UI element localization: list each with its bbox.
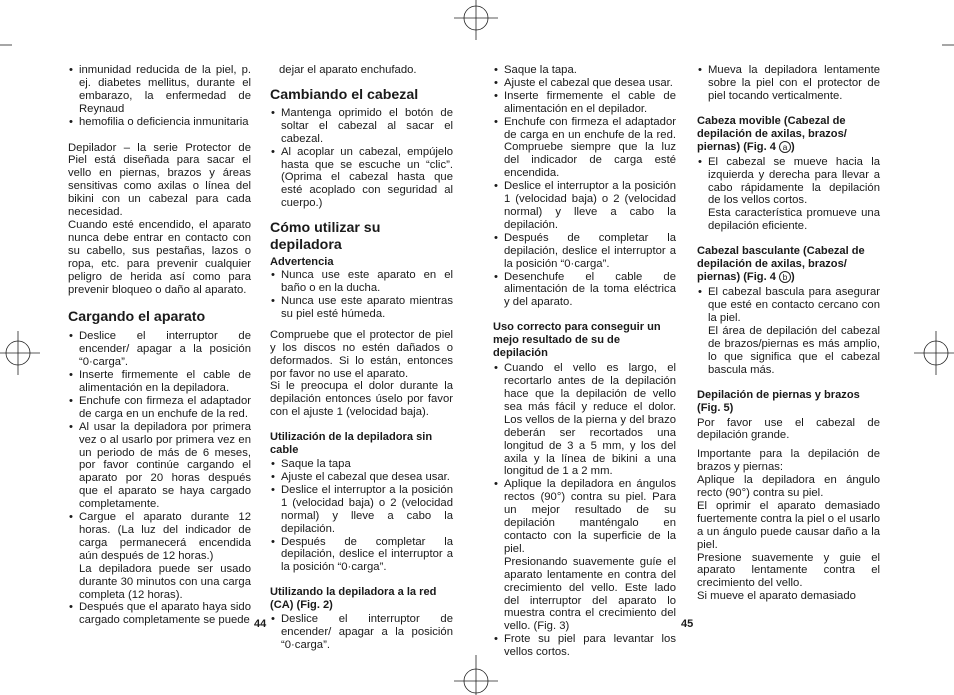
- list-item: • Deslice el interruptor a la posición 1 (velocidad baja) o 2 (velocidad normal) y lleve a cabo la depilación.: [493, 180, 676, 232]
- list-item: • Mueva la depiladora lentamente sobre la piel con el protector de piel tocando verticalmente.: [697, 64, 880, 103]
- list-item-text: El cabezal se mueve hacia la izquierda y derecha para llevar a cabo rápidamente la depilación de los vellos cortos.: [708, 155, 880, 207]
- column-4: [697, 64, 880, 603]
- registration-mark-left: [0, 325, 44, 381]
- list-item-note: La depiladora puede ser usado durante 30 minutos con una carga completa (12 horas).: [79, 562, 251, 601]
- list-item: • Enchufe con firmeza el adaptador de carga en un enchufe de la red. Compruebe siempre que la luz del indicador de carga esté encendida.: [493, 116, 676, 181]
- list-item: [697, 156, 880, 233]
- list-item: • Al acoplar un cabezal, empújelo hasta que se escuche un “clic”. (Oprima el cabezal hasta que esté acoplado con seguridad al cuerpo.): [270, 146, 453, 211]
- section-heading-charging: Cargando el aparato: [68, 309, 206, 326]
- fig-badge-a-icon: a: [779, 141, 791, 153]
- list-item: • Inserte firmemente el cable de alimentación en el depilador.: [493, 90, 676, 116]
- list-item-note: Presionando suavemente guíe el aparato lentamente en contra del crecimiento del vello. Este lado del interruptor del aparato lo muestra contra el crecimiento del vello. (Fig. 3): [504, 555, 676, 633]
- warning-list: [270, 269, 453, 321]
- charging-steps-list: [68, 330, 251, 627]
- list-item: • Deslice el interruptor de encender/ apagar a la posición “0·carga”.: [68, 330, 251, 369]
- warning-heading: Advertencia: [270, 256, 334, 269]
- list-item: [68, 511, 251, 601]
- subheading-cordless: Utilización de la depiladora sin cable: [270, 431, 433, 457]
- list-item: • Después de completar la depilación, deslice el interruptor a la posición “0·carga”.: [270, 536, 453, 575]
- list-item: • Nunca use este aparato mientras su piel esté húmeda.: [270, 295, 453, 321]
- list-item: • Deslice el interruptor a la posición 1 (velocidad baja) o 2 (velocidad normal) y lleve a cabo la depilación.: [270, 484, 453, 536]
- movable-head-list: [697, 156, 880, 233]
- paragraph: Si mueve el aparato demasiado: [697, 590, 856, 603]
- mains-steps-list: [270, 613, 453, 652]
- best-results-list: [493, 362, 676, 659]
- pivoting-head-list: [697, 286, 880, 376]
- subheading-text: Cabezal basculante (Cabezal de depilación de axilas, brazos/ piernas) (Fig. 4: [697, 245, 865, 284]
- registration-mark-bottom: [446, 655, 506, 695]
- registration-mark-right: [910, 325, 954, 381]
- subheading-pivoting-head: Cabezal basculante (Cabezal de depilación de axilas, brazos/ piernas) (Fig. 4 b ): [697, 245, 865, 284]
- paragraph: Aplique la depiladora en ángulo recto (90°) contra su piel.: [697, 474, 880, 500]
- intro-paragraph: Depilador – la serie Protector de Piel está diseñada para sacar el vello en piernas, brazos y áreas sensitivas como axilas o línea del bikini con un cabezal para cada necesidad.: [68, 141, 251, 219]
- subheading-best-results: Uso correcto para conseguir un mejo resultado de su de depilación: [493, 321, 661, 360]
- mains-steps-list-continued: [493, 64, 676, 309]
- list-item: • Desenchufe el cable de alimentación de la toma eléctrica y del aparato.: [493, 271, 676, 310]
- list-item: • Después de completar la depilación, deslice el interruptor a la posición “0·carga”.: [493, 232, 676, 271]
- list-item: • Ajuste el cabezal que desea usar.: [270, 471, 453, 484]
- pain-paragraph: Si le preocupa el dolor durante la depilación entonces úselo por favor con el ajuste 1 (velocidad baja).: [270, 380, 453, 419]
- list-item: • Ajuste el cabezal que desea usar.: [493, 77, 676, 90]
- list-item: • Inserte firmemente el cable de alimentación en la depiladora.: [68, 369, 251, 395]
- changing-head-list: [270, 107, 453, 210]
- subheading-text: Cabeza movible (Cabezal de depilación de axilas, brazos/ piernas) (Fig. 4: [697, 114, 847, 153]
- list-item-note: El área de depilación del cabezal de brazos/piernas es más amplio, lo que significa que el cabezal bascula más.: [708, 324, 880, 376]
- list-item: • Después que el aparato haya sido cargado completamente se puede: [68, 601, 251, 627]
- section-heading-how-to-use: Cómo utilizar su depiladora: [270, 220, 381, 254]
- list-item-text: Cargue el aparato durante 12 horas. (La luz del indicador de carga permanecerá encendida aún después de 12 horas.): [79, 511, 251, 562]
- list-item-text: Aplique la depiladora en ángulos rectos (90°) contra su piel. Para un mejor resultado de su depilación manténgalo en contacto con la superficie de la piel.: [504, 478, 676, 555]
- list-item: • Deslice el interruptor de encender/ apagar a la posición “0·carga”.: [270, 613, 453, 652]
- list-item: • hemofilia o deficiencia inmunitaria: [68, 116, 251, 129]
- crop-mark-top-right: [942, 0, 954, 46]
- list-item: • Mantenga oprimido el botón de soltar el cabezal al sacar el cabezal.: [270, 107, 453, 146]
- column-1: [68, 64, 251, 627]
- list-item-note: Esta característica promueve una depilación eficiente.: [708, 207, 880, 233]
- paragraph: El oprimir el aparato demasiado fuertemente contra la piel o el usarlo a un ángulo puede causar daño a la piel.: [697, 499, 880, 551]
- list-item: • Al usar la depiladora por primera vez o al usarlo por primera vez en un periodo de más de 6 meses, por favor continúe cargando el aparato por 20 horas después que el aparato se haya cargado completamente.: [68, 421, 251, 511]
- list-item: • Nunca use este aparato en el baño o en la ducha.: [270, 269, 453, 295]
- column-3: [493, 64, 676, 659]
- contraindication-list: [68, 64, 251, 129]
- column-2: [270, 64, 453, 652]
- registration-mark-top: [446, 0, 506, 44]
- subheading-movable-head: Cabeza movible (Cabezal de depilación de axilas, brazos/ piernas) (Fig. 4 a ): [697, 114, 847, 153]
- list-item-text: El cabezal bascula para asegurar que esté en contacto cercano con la piel.: [708, 286, 880, 324]
- list-item: • inmunidad reducida de la piel, p. ej. diabetes mellitus, durante el embarazo, la enfermedad de Reynaud: [68, 64, 251, 116]
- list-item: • Saque la tapa: [270, 458, 453, 471]
- movement-list: [697, 64, 880, 103]
- list-item: [697, 286, 880, 376]
- safety-paragraph: Cuando esté encendido, el aparato nunca debe entrar en contacto con su cabello, sus pestañas, lazos o ropa, etc. para prevenir cualquier peligro de herida así como para prevenir bloqueo o daño al aparato.: [68, 218, 251, 296]
- fig-badge-b-icon: b: [779, 271, 791, 283]
- cordless-steps-list: [270, 458, 453, 574]
- paragraph: Presione suavemente y guie el aparato lentamente contra el crecimiento del vello.: [697, 551, 880, 590]
- page-number-right: 45: [681, 618, 694, 630]
- crop-mark-top-left: [0, 0, 12, 46]
- paragraph: Importante para la depilación de brazos y piernas:: [697, 448, 880, 474]
- section-heading-changing-head: Cambiando el cabezal: [270, 86, 419, 103]
- list-item: [493, 478, 676, 633]
- subheading-mains: Utilizando la depiladora a la red (CA) (Fig. 2): [270, 586, 437, 612]
- list-item: • Frote su piel para levantar los vellos cortos.: [493, 633, 676, 659]
- list-item: • Saque la tapa.: [493, 64, 676, 77]
- page-number-left: 44: [254, 618, 267, 630]
- continued-text: dejar el aparato enchufado.: [279, 64, 417, 76]
- subheading-legs-arms: Depilación de piernas y brazos (Fig. 5): [697, 388, 860, 414]
- list-item: • Cuando el vello es largo, el recortarlo antes de la depilación hace que la depilación de vello sea más fácil y reduce el dolor. Los vellos de la pierna y del brazo deberán ser recortados una longitud de 3 a 5 mm, y los del axila y la línea de bikini a una longitud de 1 a 2 mm.: [493, 362, 676, 478]
- check-paragraph: Compruebe que el protector de piel y los discos no estén dañados o deformados. Si lo están, entonces por favor no use el aparato.: [270, 328, 453, 380]
- list-item: • Enchufe con firmeza el adaptador de carga en un enchufe de la red.: [68, 395, 251, 421]
- paragraph: Por favor use el cabezal de depilación grande.: [697, 416, 880, 442]
